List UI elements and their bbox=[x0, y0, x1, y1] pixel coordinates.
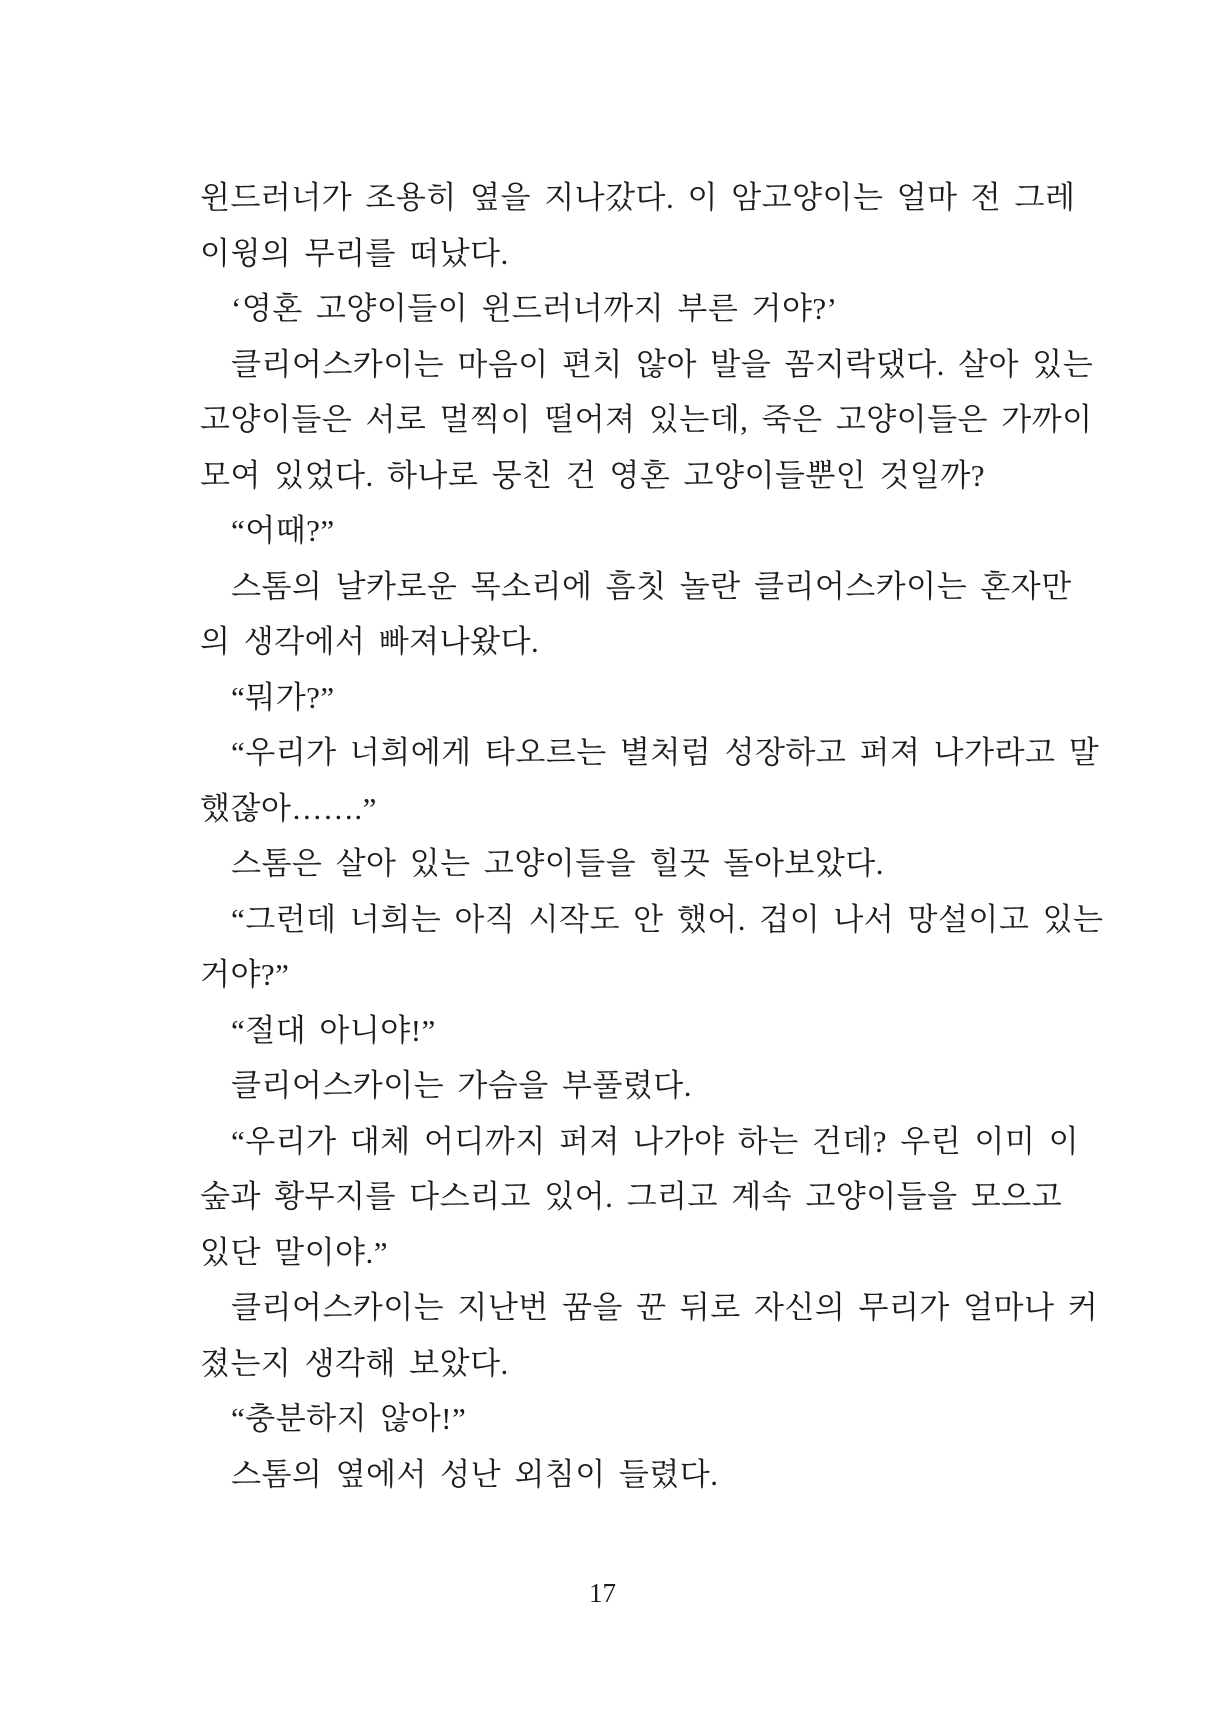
text-line: 졌는지 생각해 보았다. bbox=[200, 1345, 509, 1381]
text-line: 클리어스카이는 마음이 편치 않아 발을 꼼지락댔다. 살아 있는 bbox=[231, 346, 1094, 382]
text-block bbox=[200, 170, 1104, 1502]
text-line: 클리어스카이는 가슴을 부풀렸다. bbox=[231, 1068, 692, 1103]
text-line: ‘영혼 고양이들이 윈드러너까지 부른 거야?’ bbox=[231, 291, 838, 326]
text-line: 스톰의 옆에서 성난 외침이 들렸다. bbox=[231, 1456, 719, 1492]
text-line: “우리가 너희에게 타오르는 별처럼 성장하고 퍼져 나가라고 말 bbox=[231, 735, 1100, 770]
paragraph bbox=[200, 1058, 1095, 1114]
paragraph bbox=[200, 892, 1104, 1003]
paragraph bbox=[200, 670, 1095, 726]
paragraph bbox=[200, 1003, 1095, 1059]
text-line: 숲과 황무지를 다스리고 있어. 그리고 계속 고양이들을 모으고 bbox=[200, 1179, 1063, 1214]
text-line: 했잖아…….” bbox=[200, 790, 377, 826]
text-line: 이윙의 무리를 떠났다. bbox=[200, 235, 509, 271]
text-line: 있단 말이야.” bbox=[200, 1234, 388, 1270]
paragraph bbox=[200, 170, 1095, 281]
paragraph bbox=[200, 559, 1095, 670]
paragraph bbox=[200, 1280, 1099, 1391]
text-line: “절대 아니야!” bbox=[231, 1012, 436, 1048]
paragraph bbox=[200, 1391, 1095, 1447]
paragraph bbox=[200, 281, 1095, 337]
text-line: “충분하지 않아!” bbox=[231, 1401, 467, 1436]
text-line: 고양이들은 서로 멀찍이 떨어져 있는데, 죽은 고양이들은 가까이 bbox=[200, 402, 1093, 437]
paragraph bbox=[200, 836, 1095, 892]
paragraph bbox=[200, 725, 1100, 836]
text-line: 거야?” bbox=[200, 957, 290, 992]
text-line: “어때?” bbox=[231, 513, 335, 548]
text-line: 의 생각에서 빠져나왔다. bbox=[200, 624, 540, 659]
text-line: “그런데 너희는 아직 시작도 안 했어. 겁이 나서 망설이고 있는 bbox=[231, 901, 1104, 937]
paragraph bbox=[200, 1447, 1095, 1503]
paragraph bbox=[200, 337, 1095, 504]
text-line: 스톰의 날카로운 목소리에 흠칫 놀란 클리어스카이는 혼자만 bbox=[231, 568, 1072, 604]
text-line: “뭐가?” bbox=[231, 679, 335, 715]
text-line: 스톰은 살아 있는 고양이들을 힐끗 돌아보았다. bbox=[231, 846, 884, 881]
text-line: 클리어스카이는 지난번 꿈을 꾼 뒤로 자신의 무리가 얼마나 커 bbox=[231, 1290, 1099, 1325]
paragraph bbox=[200, 1114, 1095, 1281]
paragraph bbox=[200, 503, 1095, 559]
text-line: “우리가 대체 어디까지 퍼져 나가야 하는 건데? 우린 이미 이 bbox=[231, 1123, 1080, 1159]
text-line: 모여 있었다. 하나로 뭉친 건 영혼 고양이들뿐인 것일까? bbox=[200, 457, 986, 493]
page-number: 17 bbox=[589, 1578, 616, 1608]
text-line: 윈드러너가 조용히 옆을 지나갔다. 이 암고양이는 얼마 전 그레 bbox=[200, 180, 1076, 215]
